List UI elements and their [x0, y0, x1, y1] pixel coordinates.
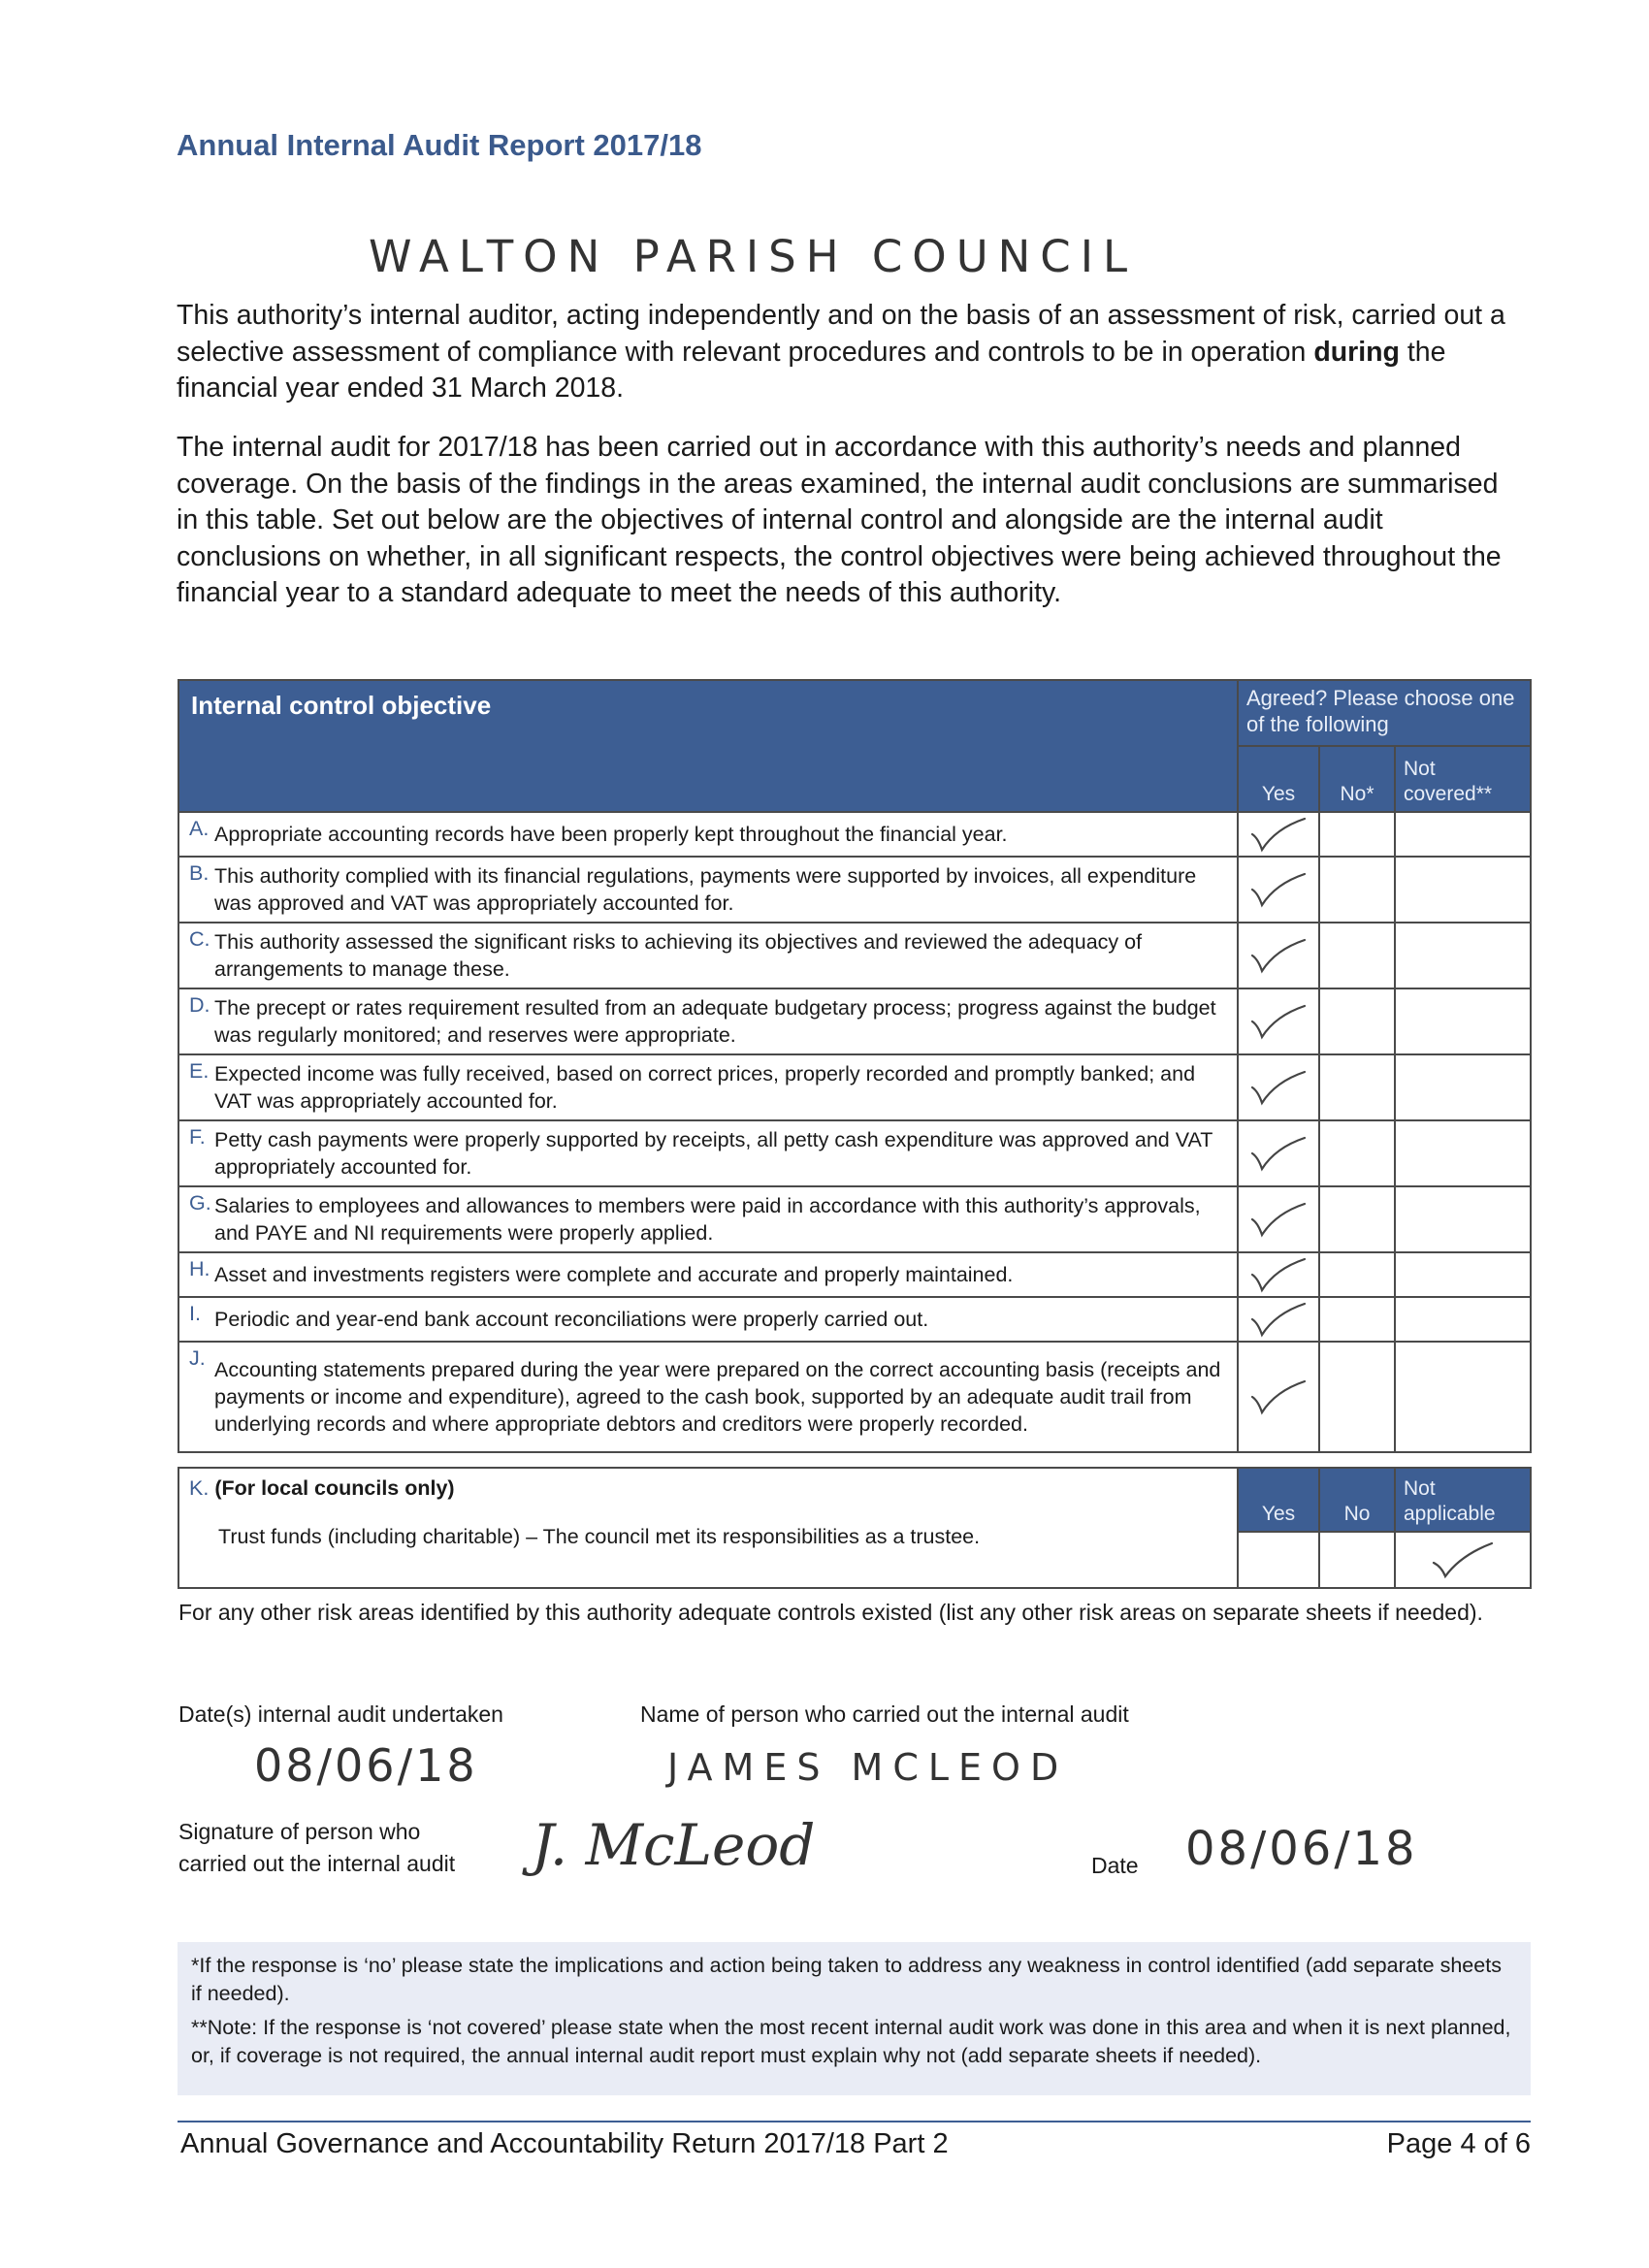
answer-cell-not-covered[interactable]: [1395, 1297, 1531, 1342]
objective-text: This authority complied with its financial regulations, payments were supported by invoices, all expenditure was approved and VAT was appropriately accounted for.: [214, 864, 1197, 915]
answer-cell-no[interactable]: [1319, 1186, 1395, 1252]
objective-text: The precept or rates requirement resulted from an adequate budgetary process; progress against the budget was regularly monitored; and reserves were appropriate.: [214, 996, 1216, 1047]
objective-letter: H.: [189, 1257, 210, 1280]
answer-cell-not-covered[interactable]: [1395, 1342, 1531, 1452]
objective-cell: [178, 857, 1238, 923]
tick-icon: [1245, 1000, 1312, 1043]
objective-cell: [178, 1252, 1238, 1297]
intro-paragraph-2: The internal audit for 2017/18 has been carried out in accordance with this authority’s needs and planned coverage. On the basis of the findings in the areas examined, the internal audit conclusions are summarised in this table. Set out below are the objectives of internal control and alongside are the internal audit conclusions on whether, in all significant respects, the control objectives were being achieved throughout the financial year to a standard adequate to meet the needs of this authority.: [177, 432, 1502, 608]
k-column-yes: Yes: [1238, 1468, 1319, 1532]
tick-icon: [1245, 868, 1312, 911]
tick-icon: [1245, 1376, 1312, 1418]
table-row: [178, 1120, 1531, 1186]
objective-text: Asset and investments registers were complete and accurate and properly maintained.: [214, 1263, 1014, 1286]
tick-icon: [1245, 1066, 1312, 1109]
tick-icon: [1245, 1298, 1312, 1341]
tick-icon: [1245, 1198, 1312, 1241]
intro-paragraph-1: This authority’s internal auditor, acting independently and on the basis of an assessment of risk, carried out a selective assessment of compliance with relevant procedures and controls to be in operation during the financial year ended 31 March 2018.: [177, 300, 1505, 404]
objective-letter: E.: [189, 1059, 210, 1083]
objective-letter: C.: [189, 927, 210, 951]
answer-cell-not-covered[interactable]: [1395, 1120, 1531, 1186]
objective-text: Periodic and year-end bank account reconciliations were properly carried out.: [214, 1308, 929, 1331]
answer-cell-no[interactable]: [1319, 812, 1395, 857]
signature-label-line-2: carried out the internal audit: [178, 1851, 456, 1876]
footnote-not-covered: **Note: If the response is ‘not covered’ please state when the most recent internal audit work was done in this area and when it is next planned, or, if coverage is not required, the annual internal audit report must explain why not (add separate sheets if needed).: [191, 2016, 1511, 2067]
answer-cell-not-covered[interactable]: [1395, 1054, 1531, 1120]
council-name-handwritten: WALTON PARISH COUNCIL: [369, 231, 1138, 282]
answer-cell-yes[interactable]: [1238, 1054, 1319, 1120]
tick-icon: [1424, 1538, 1502, 1582]
k-section-table: [178, 1467, 1532, 1589]
signature-label-line-1: Signature of person who: [178, 1819, 421, 1844]
k-description: Trust funds (including charitable) – The council met its responsibilities as a trustee.: [218, 1525, 981, 1548]
column-header-agreed: Agreed? Please choose one of the following: [1238, 680, 1531, 746]
tick-icon: [1245, 1253, 1312, 1296]
auditor-signature: J. McLeod: [532, 1812, 816, 1878]
objective-letter: J.: [189, 1346, 206, 1370]
table-row: [178, 923, 1531, 988]
objective-cell: [178, 1120, 1238, 1186]
tick-icon: [1245, 1132, 1312, 1175]
k-column-no: No: [1319, 1468, 1395, 1532]
column-header-no: No*: [1319, 746, 1395, 812]
answer-cell-yes[interactable]: [1238, 1342, 1319, 1452]
objective-letter: G.: [189, 1191, 211, 1215]
objective-text: Expected income was fully received, based on correct prices, properly recorded and promptly banked; and VAT was appropriately accounted for.: [214, 1062, 1196, 1113]
answer-cell-not-covered[interactable]: [1395, 988, 1531, 1054]
objective-letter: D.: [189, 993, 210, 1017]
answer-cell-not-covered[interactable]: [1395, 857, 1531, 923]
column-header-not-covered: Not covered**: [1395, 746, 1531, 812]
answer-cell-no[interactable]: [1319, 1342, 1395, 1452]
answer-cell-yes[interactable]: [1238, 857, 1319, 923]
answer-cell-no[interactable]: [1319, 857, 1395, 923]
answer-cell-not-covered[interactable]: [1395, 1186, 1531, 1252]
answer-cell-not-covered[interactable]: [1395, 1252, 1531, 1297]
answer-cell-yes[interactable]: [1238, 1252, 1319, 1297]
objective-text: This authority assessed the significant risks to achieving its objectives and reviewed the adequacy of arrangements to manage these.: [214, 930, 1143, 981]
page-number: Page 4 of 6: [1386, 2128, 1531, 2159]
objective-letter: I.: [189, 1302, 201, 1325]
answer-cell-no[interactable]: [1319, 1252, 1395, 1297]
answer-cell-not-covered[interactable]: [1395, 812, 1531, 857]
footnote-no: *If the response is ‘no’ please state the implications and action being taken to address any weakness in control identified (add separate sheets if needed).: [191, 1954, 1502, 2005]
table-row: [178, 1252, 1531, 1297]
objective-cell: [178, 812, 1238, 857]
objective-text: Salaries to employees and allowances to members were paid in accordance with this authority’s approvals, and PAYE and NI requirements were properly applied.: [214, 1194, 1201, 1245]
other-risk-areas-text: For any other risk areas identified by this authority adequate controls existed (list any other risk areas on separate sheets if needed).: [178, 1600, 1483, 1625]
table-row: [178, 857, 1531, 923]
answer-cell-no[interactable]: [1319, 1297, 1395, 1342]
auditor-name-handwritten: JAMES MCLEOD: [667, 1746, 1069, 1789]
objective-cell: [178, 1297, 1238, 1342]
objective-text: Accounting statements prepared during the year were prepared on the correct accounting basis (receipts and payments or income and expenditure), agreed to the cash book, supported by an adequate audit trail from underlying records and where appropriate debtors and creditors were properly recorded.: [214, 1358, 1221, 1436]
footnotes-box: [178, 1942, 1531, 2095]
k-title: (For local councils only): [214, 1476, 455, 1500]
table-row: [178, 1054, 1531, 1120]
k-letter: K.: [189, 1476, 210, 1500]
answer-cell-no[interactable]: [1319, 1120, 1395, 1186]
auditor-name-label: Name of person who carried out the internal audit: [640, 1701, 1129, 1727]
objective-cell: [178, 988, 1238, 1054]
objective-cell: [178, 1186, 1238, 1252]
date-value-handwritten: 08/06/18: [1185, 1822, 1418, 1876]
answer-cell-yes[interactable]: [1238, 812, 1319, 857]
k-section-text: [178, 1468, 1238, 1588]
table-row: [178, 812, 1531, 857]
objective-cell: [178, 1342, 1238, 1452]
footer-title: Annual Governance and Accountability Return 2017/18 Part 2: [180, 2128, 949, 2159]
objective-letter: F.: [189, 1125, 206, 1149]
objective-text: Appropriate accounting records have been properly kept throughout the financial year.: [214, 823, 1008, 846]
objective-text: Petty cash payments were properly supported by receipts, all petty cash expenditure was approved and VAT appropriately accounted for.: [214, 1128, 1212, 1179]
page-title: Annual Internal Audit Report 2017/18: [177, 128, 702, 162]
k-column-not-applicable: Not applicable: [1395, 1468, 1531, 1532]
table-row: [178, 1297, 1531, 1342]
objective-cell: [178, 923, 1238, 988]
date-label: Date: [1091, 1853, 1139, 1878]
dates-value-handwritten: 08/06/18: [254, 1739, 478, 1792]
k-cell-not-applicable[interactable]: [1395, 1532, 1531, 1588]
column-header-objective: Internal control objective: [178, 680, 1238, 812]
answer-cell-yes[interactable]: [1238, 1186, 1319, 1252]
answer-cell-yes[interactable]: [1238, 1120, 1319, 1186]
answer-cell-yes[interactable]: [1238, 1297, 1319, 1342]
table-row: [178, 1342, 1531, 1452]
answer-cell-no[interactable]: [1319, 1054, 1395, 1120]
table-row: [178, 1186, 1531, 1252]
k-cell-yes[interactable]: [1238, 1532, 1319, 1588]
answer-cell-yes[interactable]: [1238, 923, 1319, 988]
tick-icon: [1245, 934, 1312, 977]
answer-cell-no[interactable]: [1319, 923, 1395, 988]
answer-cell-no[interactable]: [1319, 988, 1395, 1054]
column-header-yes: Yes: [1238, 746, 1319, 812]
k-cell-no[interactable]: [1319, 1532, 1395, 1588]
table-row: [178, 988, 1531, 1054]
internal-control-table: [178, 679, 1532, 1453]
footer-divider: [178, 2121, 1531, 2122]
dates-label: Date(s) internal audit undertaken: [178, 1701, 503, 1727]
objective-letter: A.: [189, 817, 210, 840]
objective-letter: B.: [189, 861, 210, 885]
tick-icon: [1245, 813, 1312, 856]
answer-cell-yes[interactable]: [1238, 988, 1319, 1054]
objective-cell: [178, 1054, 1238, 1120]
answer-cell-not-covered[interactable]: [1395, 923, 1531, 988]
